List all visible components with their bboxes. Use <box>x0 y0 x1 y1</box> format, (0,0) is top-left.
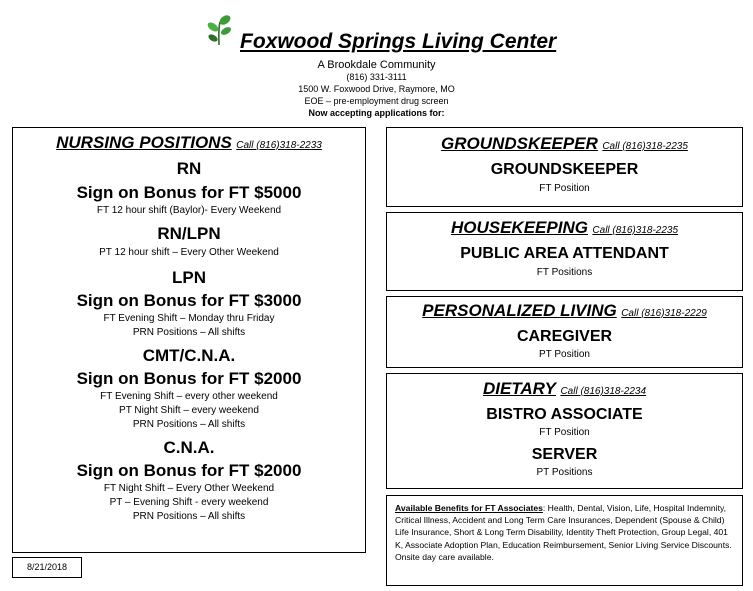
rnlpn-position: RN/LPN <box>157 224 221 243</box>
benefits-box <box>386 495 743 586</box>
nursing-call: Call (816)318-2233 <box>236 140 322 151</box>
bistro-detail: FT Position <box>539 427 590 438</box>
community-line: A Brookdale Community <box>317 59 436 71</box>
groundskeeper-position: GROUNDSKEEPER <box>490 161 639 178</box>
rn-position: RN <box>176 159 202 178</box>
nursing-positions-box <box>12 127 366 553</box>
groundskeeper-detail: FT Position <box>539 183 590 194</box>
housekeeping-box <box>386 212 743 291</box>
housekeeping-call: Call (816)318-2235 <box>592 225 679 236</box>
phone-line: (816) 331-3111 <box>346 72 407 82</box>
cna-bonus: Sign on Bonus for FT $2000 <box>76 461 302 480</box>
housekeeping-title: HOUSEKEEPING <box>450 218 588 237</box>
benefits-colon: : <box>542 503 546 513</box>
personalized-title: PERSONALIZED LIVING <box>422 301 617 320</box>
server-position: SERVER <box>531 446 598 463</box>
rn-detail: FT 12 hour shift (Baylor)- Every Weekend <box>96 205 282 216</box>
lpn-detail-2: PRN Positions – All shifts <box>132 327 246 338</box>
eoe-line: EOE – pre-employment drug screen <box>304 96 449 106</box>
cmt-bonus: Sign on Bonus for FT $2000 <box>76 369 302 388</box>
caregiver-position: CAREGIVER <box>516 328 613 345</box>
bistro-position: BISTRO ASSOCIATE <box>486 406 643 423</box>
cmt-detail-2: PT Night Shift – every weekend <box>119 405 259 416</box>
rnlpn-detail: PT 12 hour shift – Every Other Weekend <box>99 247 279 258</box>
lpn-bonus: Sign on Bonus for FT $3000 <box>76 291 302 310</box>
personalized-call: Call (816)318-2229 <box>621 308 707 319</box>
nursing-heading <box>13 133 365 153</box>
accepting-line: Now accepting applications for: <box>308 108 445 118</box>
groundskeeper-box <box>386 127 743 207</box>
nursing-title: NURSING POSITIONS <box>56 133 232 152</box>
dietary-heading <box>387 379 742 399</box>
benefits-text: Health, Dental, Vision, Life, Hospital Indemnity, Critical Illness, Accident and Long Term Care Insurances, Dependent (Spouse & Child) Life Insurance, Short & Long Term Disability, Identity Theft Protection, Group Legal, 401 K, Associate Adoption Plan, Education Reimbursement, Senior Living Service Discounts. Onsite day care available. <box>395 503 732 562</box>
personalized-heading <box>387 301 742 321</box>
caregiver-detail: PT Position <box>539 349 590 360</box>
lpn-detail-1: FT Evening Shift – Monday thru Friday <box>103 313 275 324</box>
dietary-title: DIETARY <box>482 379 556 398</box>
address-line: 1500 W. Foxwood Drive, Raymore, MO <box>298 84 455 94</box>
leaf-logo-icon <box>205 12 235 46</box>
groundskeeper-call: Call (816)318-2235 <box>602 141 688 152</box>
lpn-position: LPN <box>172 268 206 287</box>
cna-detail-3: PRN Positions – All shifts <box>132 511 246 522</box>
rn-bonus: Sign on Bonus for FT $5000 <box>76 183 302 202</box>
server-detail: PT Positions <box>536 467 593 478</box>
cna-detail-2: PT – Evening Shift - every weekend <box>109 497 269 508</box>
page-title: Foxwood Springs Living Center <box>240 30 557 53</box>
cna-position: C.N.A. <box>163 438 215 457</box>
groundskeeper-title: GROUNDSKEEPER <box>441 134 598 153</box>
groundskeeper-heading <box>387 134 742 154</box>
cmt-detail-1: FT Evening Shift – every other weekend <box>100 391 278 402</box>
cmt-position: CMT/C.N.A. <box>142 346 236 365</box>
benefits-label: Available Benefits for FT Associates <box>395 503 543 513</box>
housekeeping-position: PUBLIC AREA ATTENDANT <box>460 245 669 262</box>
date-stamp: 8/21/2018 <box>12 557 82 578</box>
dietary-call: Call (816)318-2234 <box>560 386 647 397</box>
personalized-living-box <box>386 296 743 368</box>
cna-detail-1: FT Night Shift – Every Other Weekend <box>103 483 275 494</box>
dietary-box <box>386 373 743 489</box>
housekeeping-detail: FT Positions <box>536 267 593 278</box>
cmt-detail-3: PRN Positions – All shifts <box>132 419 246 430</box>
housekeeping-heading <box>387 218 742 238</box>
